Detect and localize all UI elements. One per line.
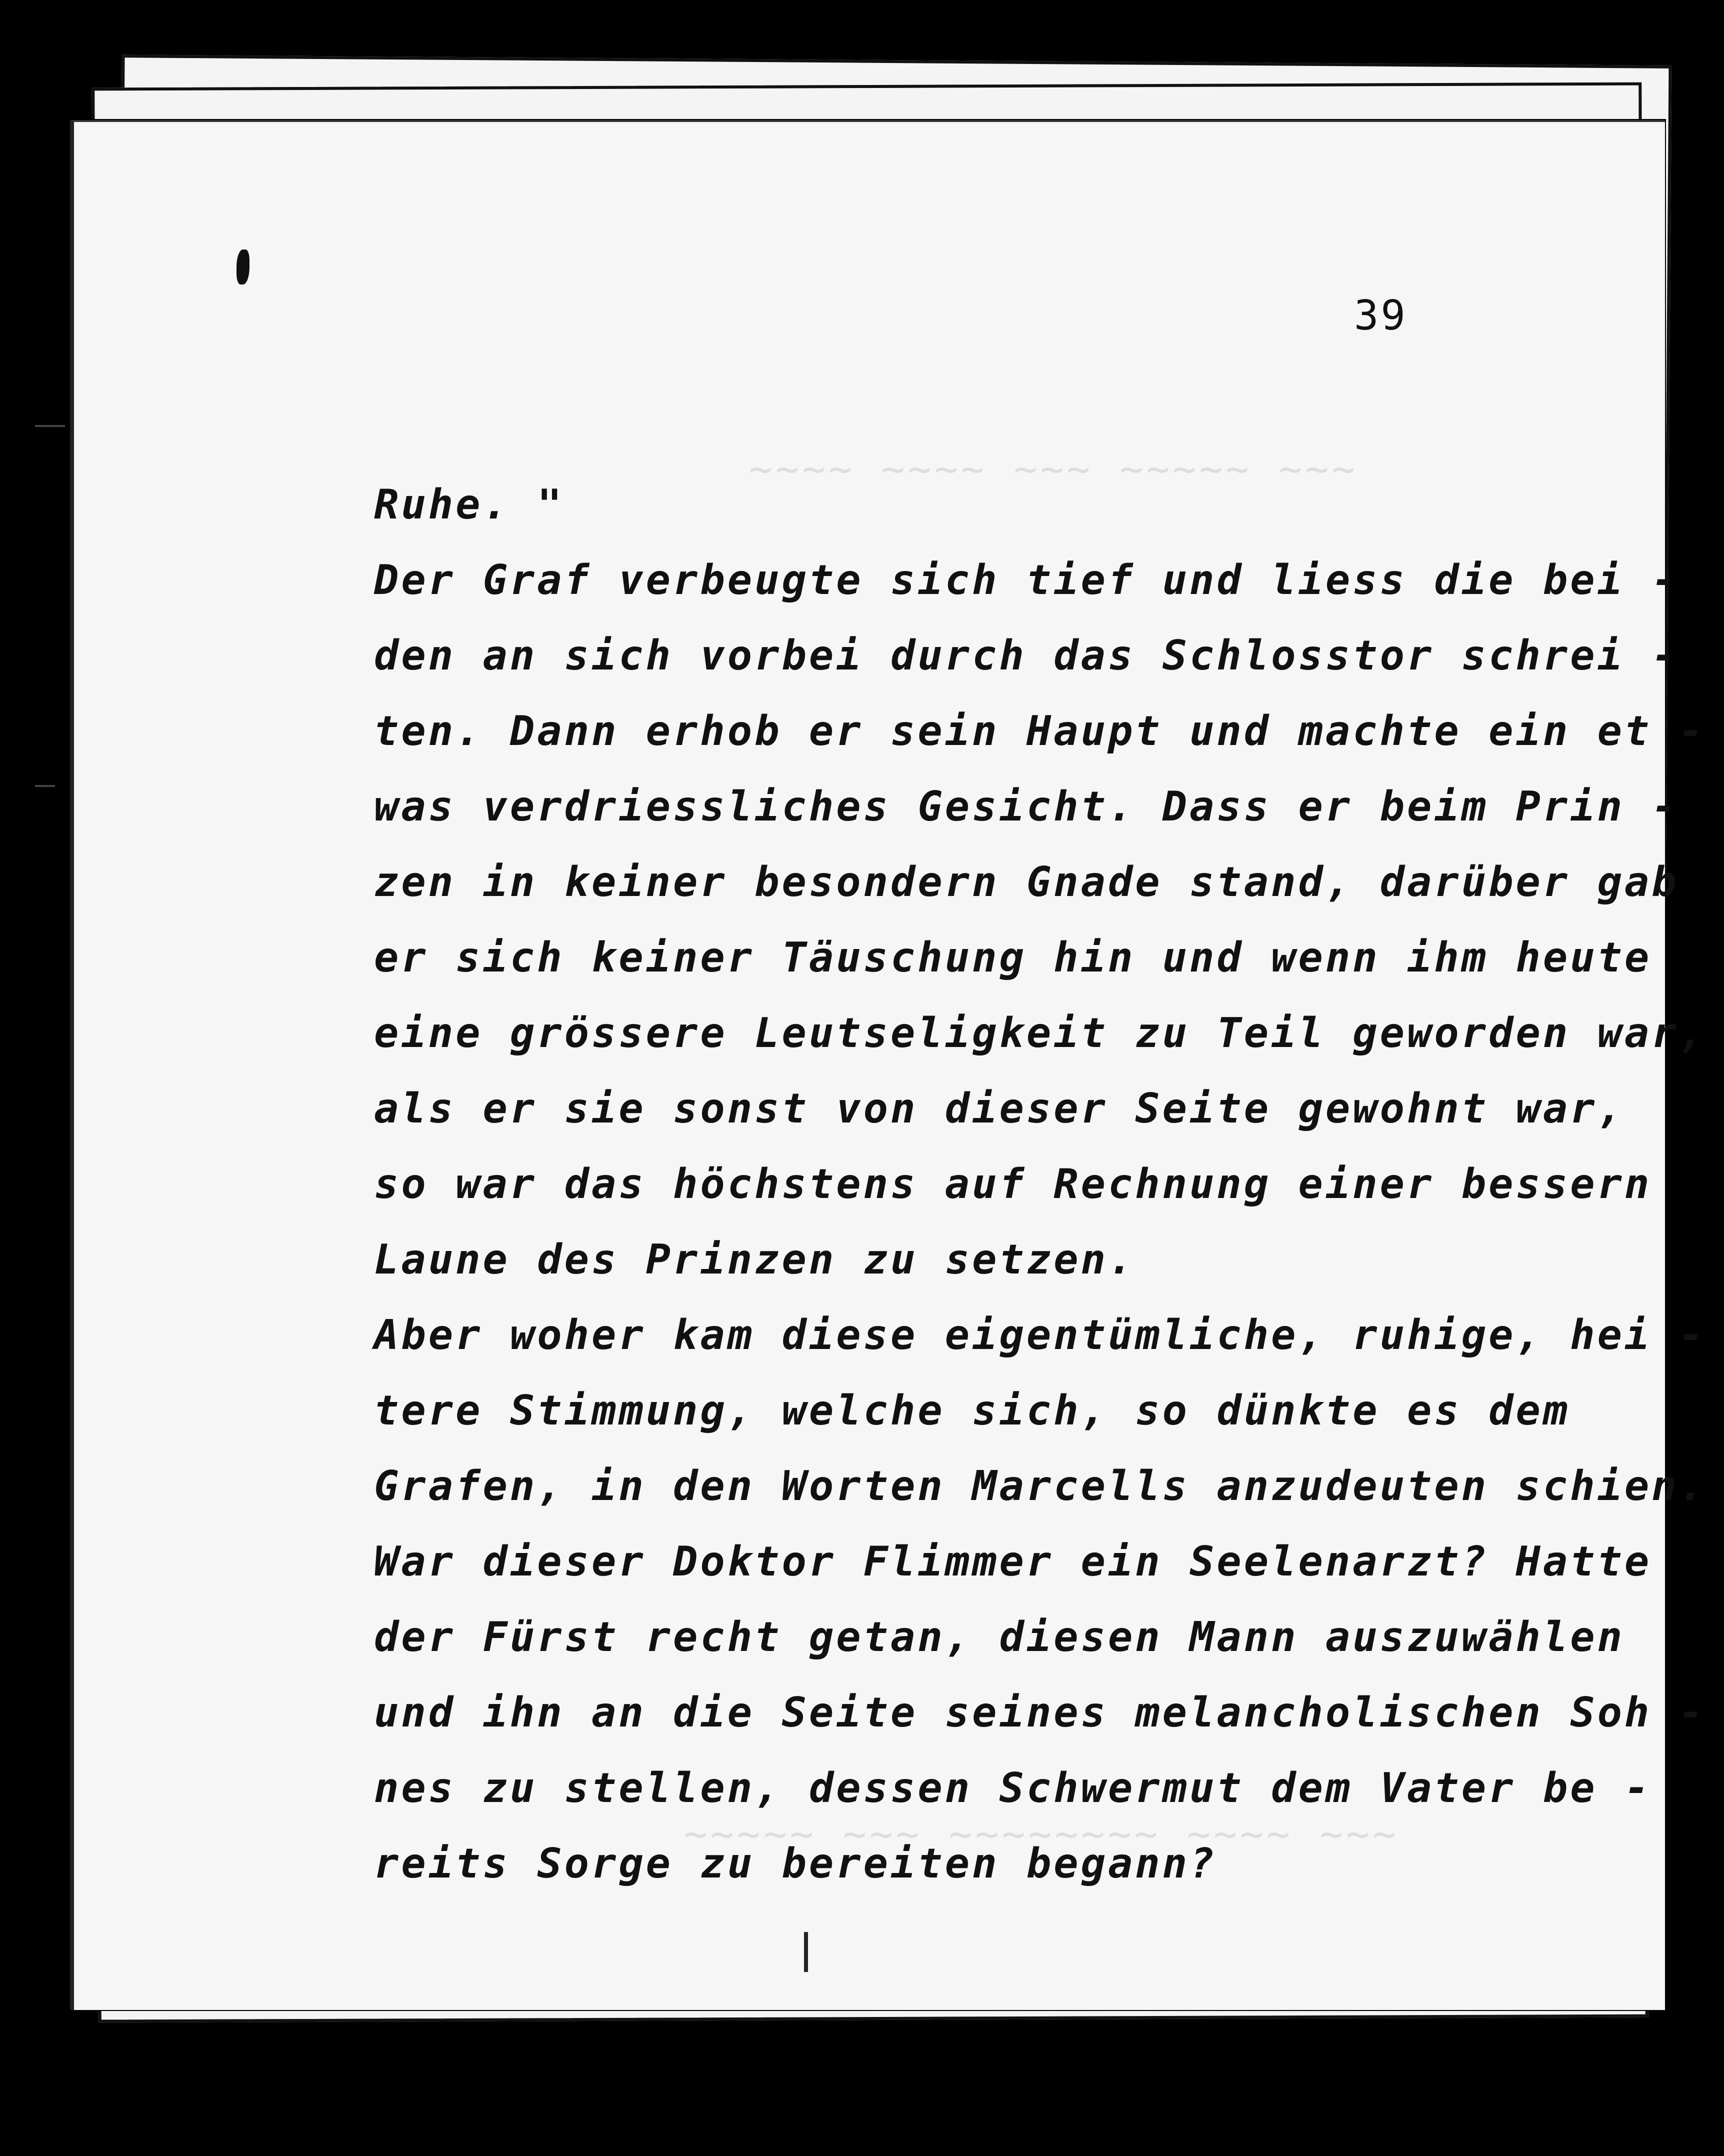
edge-mark <box>35 785 55 787</box>
typewritten-text <box>374 467 1706 1902</box>
text-line: als er sie sonst von dieser Seite gewohnt war, <box>374 1085 1624 1132</box>
text-line: Der Graf verbeugte sich tief und liess die bei - <box>374 556 1679 604</box>
text-line: den an sich vorbei durch das Schlosstor schrei - <box>374 632 1679 680</box>
ink-mark <box>236 250 250 284</box>
text-line: nes zu stellen, dessen Schwermut dem Vater be - <box>374 1764 1652 1812</box>
ink-mark <box>804 1932 808 1972</box>
text-line: War dieser Doktor Flimmer ein Seelenarzt? Hatte <box>374 1538 1652 1586</box>
text-line: tere Stimmung, welche sich, so dünkte es dem <box>374 1387 1570 1434</box>
text-line: so war das höchstens auf Rechnung einer bessern <box>374 1160 1652 1208</box>
text-line: ten. Dann erhob er sein Haupt und machte ein et - <box>374 708 1706 755</box>
bleed-through-text: ~~~~~ ~~~ ~~~~~~~~ ~~~~ ~~~ <box>684 1812 1399 1857</box>
text-line: Grafen, in den Worten Marcells anzudeuten schien. <box>374 1462 1706 1510</box>
text-line: der Fürst recht getan, diesen Mann auszuwählen <box>374 1614 1624 1661</box>
page-number: 39 <box>1354 292 1408 340</box>
text-line: Aber woher kam diese eigentümliche, ruhige, hei - <box>374 1312 1706 1359</box>
edge-mark <box>35 425 65 427</box>
bleed-through-text: ~~~~ ~~~~ ~~~ ~~~~~ ~~~ <box>749 447 1358 492</box>
text-line: zen in keiner besondern Gnade stand, darüber gab <box>374 858 1679 906</box>
text-line: was verdriessliches Gesicht. Dass er beim Prin - <box>374 783 1679 830</box>
typewritten-page <box>70 120 1706 2010</box>
text-line: und ihn an die Seite seines melancholischen Soh - <box>374 1689 1706 1736</box>
text-line: er sich keiner Täuschung hin und wenn ihm heute <box>374 934 1652 982</box>
text-line: eine grössere Leutseligkeit zu Teil geworden war, <box>374 1010 1706 1057</box>
text-line: Ruhe. " <box>374 481 564 528</box>
text-line: reits Sorge zu bereiten begann? <box>374 1840 1217 1888</box>
text-line: Laune des Prinzen zu setzen. <box>374 1236 1136 1284</box>
